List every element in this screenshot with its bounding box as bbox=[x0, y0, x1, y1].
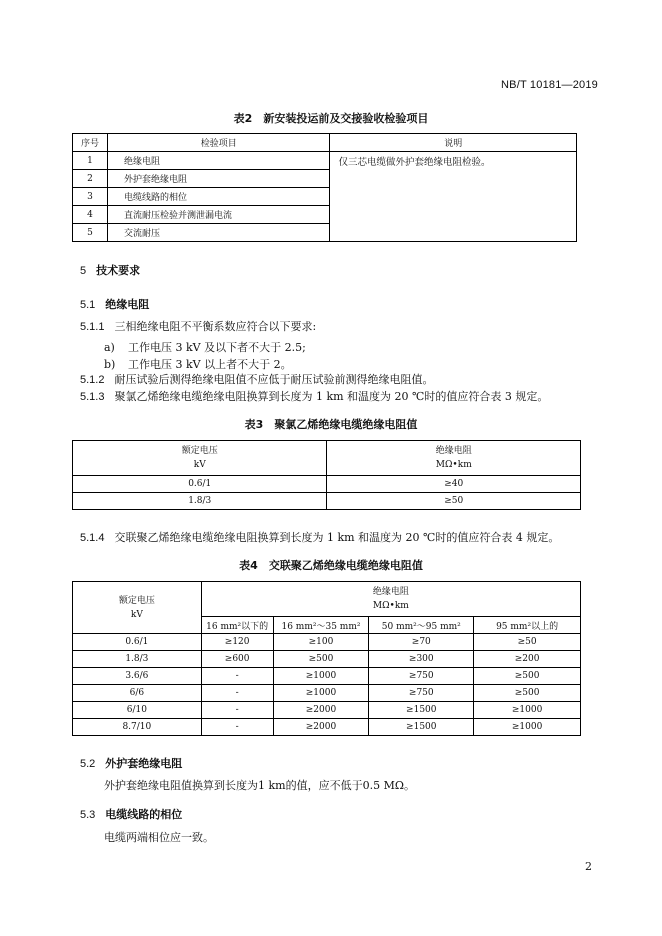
clause-5-1-4 bbox=[80, 529, 559, 547]
clause-text: 聚氯乙烯绝缘电缆绝缘电阻换算到长度为 1 km 和温度为 20 ℃时的值应符合表 3 规定。 bbox=[114, 390, 549, 403]
value-cell: ≥1000 bbox=[474, 702, 581, 719]
value-cell: ≥50 bbox=[474, 634, 581, 651]
table-row bbox=[73, 685, 581, 702]
section-5-heading bbox=[80, 262, 140, 278]
value-cell: ≥2000 bbox=[273, 702, 369, 719]
list-item bbox=[104, 356, 292, 372]
table4-header-resistance bbox=[201, 582, 580, 617]
value-cell: ≥750 bbox=[369, 685, 474, 702]
clause-number: 5.1.3 bbox=[80, 391, 105, 403]
table3 bbox=[72, 440, 581, 510]
clause-text: 耐压试验后测得绝缘电阻值不应低于耐压试验前测得绝缘电阻值。 bbox=[114, 373, 434, 386]
value-cell: ≥1000 bbox=[273, 685, 369, 702]
section-title: 绝缘电阻 bbox=[105, 298, 150, 311]
value-cell: ≥500 bbox=[474, 685, 581, 702]
clause-number: 5.1.4 bbox=[80, 532, 105, 544]
value-cell: ≥300 bbox=[369, 651, 474, 668]
value-cell: ≥1000 bbox=[273, 668, 369, 685]
header-unit: kV bbox=[193, 460, 206, 470]
table-row bbox=[73, 493, 581, 510]
voltage-cell: 3.6/6 bbox=[73, 668, 202, 685]
value-cell: - bbox=[201, 668, 273, 685]
list-item-label: b) bbox=[104, 358, 116, 371]
header-unit: MΩ•km bbox=[372, 601, 409, 611]
list-item bbox=[104, 339, 306, 355]
table3-caption: 表3 聚氯乙烯绝缘电缆绝缘电阻值 bbox=[244, 418, 418, 431]
row-item: 直流耐压检验并测泄漏电流 bbox=[107, 206, 330, 224]
row-item: 交流耐压 bbox=[107, 224, 330, 242]
voltage-cell: 0.6/1 bbox=[73, 476, 327, 493]
section-5-1-heading bbox=[80, 296, 149, 312]
section-title: 外护套绝缘电阻 bbox=[105, 757, 183, 770]
voltage-cell: 6/6 bbox=[73, 685, 202, 702]
value-cell: - bbox=[201, 719, 273, 736]
section-5-2-heading bbox=[80, 755, 182, 771]
row-item: 电缆线路的相位 bbox=[107, 188, 330, 206]
value-cell: ≥200 bbox=[474, 651, 581, 668]
value-cell: ≥100 bbox=[273, 634, 369, 651]
table4-header-voltage bbox=[73, 582, 202, 634]
row-number: 1 bbox=[73, 152, 108, 170]
subheader-cell: 16 mm²以下的 bbox=[201, 617, 273, 634]
voltage-cell: 1.8/3 bbox=[73, 651, 202, 668]
list-item-text: 工作电压 3 kV 及以下者不大于 2.5; bbox=[128, 341, 306, 354]
clause-5-1-3 bbox=[80, 388, 548, 406]
table2-header-item: 检验项目 bbox=[107, 134, 330, 152]
list-item-label: a) bbox=[104, 341, 115, 354]
section-title: 电缆线路的相位 bbox=[105, 808, 183, 821]
resistance-cell: ≥40 bbox=[327, 476, 581, 493]
clause-number: 5.1.1 bbox=[80, 321, 105, 333]
list-item-text: 工作电压 3 kV 以上者不大于 2。 bbox=[128, 358, 292, 371]
value-cell: ≥500 bbox=[273, 651, 369, 668]
clause-text: 三相绝缘电阻不平衡系数应符合以下要求: bbox=[114, 320, 317, 333]
table-row bbox=[73, 651, 581, 668]
section-number: 5.1 bbox=[80, 299, 96, 311]
table-row bbox=[73, 702, 581, 719]
header-unit: MΩ•km bbox=[435, 460, 472, 470]
header-line: 额定电压 bbox=[181, 446, 218, 456]
value-cell: - bbox=[201, 702, 273, 719]
row-number: 5 bbox=[73, 224, 108, 242]
table-row bbox=[73, 476, 581, 493]
section-5-3-heading bbox=[80, 806, 182, 822]
table2-caption: 表2 新安装投运前及交接验收检验项目 bbox=[233, 112, 429, 125]
header-line: 额定电压 bbox=[118, 595, 155, 606]
value-cell: ≥1000 bbox=[474, 719, 581, 736]
voltage-cell: 8.7/10 bbox=[73, 719, 202, 736]
section-5-3-text: 电缆两端相位应一致。 bbox=[104, 831, 214, 844]
value-cell: ≥500 bbox=[474, 668, 581, 685]
table-row bbox=[73, 668, 581, 685]
value-cell: ≥70 bbox=[369, 634, 474, 651]
clause-5-1-2 bbox=[80, 371, 433, 389]
voltage-cell: 6/10 bbox=[73, 702, 202, 719]
row-number: 4 bbox=[73, 206, 108, 224]
value-cell: ≥1500 bbox=[369, 719, 474, 736]
voltage-cell: 0.6/1 bbox=[73, 634, 202, 651]
subheader-cell: 16 mm²～35 mm² bbox=[273, 617, 369, 634]
value-cell: - bbox=[201, 685, 273, 702]
standard-code: NB/T 10181—2019 bbox=[501, 79, 598, 91]
value-cell: ≥750 bbox=[369, 668, 474, 685]
header-line: 绝缘电阻 bbox=[372, 587, 409, 597]
table-row bbox=[73, 719, 581, 736]
section-number: 5 bbox=[80, 265, 87, 277]
table2-note: 仅三芯电缆做外护套绝缘电阻检验。 bbox=[330, 152, 577, 242]
clause-text: 交联聚乙烯绝缘电缆绝缘电阻换算到长度为 1 km 和温度为 20 ℃时的值应符合表 4 规定。 bbox=[114, 531, 560, 544]
table3-header-resistance bbox=[327, 441, 581, 476]
section-title: 技术要求 bbox=[96, 264, 141, 277]
table3-header-voltage bbox=[73, 441, 327, 476]
table2-header-row bbox=[73, 134, 577, 152]
section-number: 5.3 bbox=[80, 809, 96, 821]
table4-header-row bbox=[73, 582, 581, 617]
clause-number: 5.1.2 bbox=[80, 374, 105, 386]
header-unit: kV bbox=[130, 609, 143, 620]
section-number: 5.2 bbox=[80, 758, 96, 770]
subheader-cell: 95 mm²以上的 bbox=[474, 617, 581, 634]
table-row bbox=[73, 634, 581, 651]
header-line: 绝缘电阻 bbox=[435, 446, 472, 456]
clause-5-1-1 bbox=[80, 318, 316, 336]
table3-header-row bbox=[73, 441, 581, 476]
value-cell: ≥2000 bbox=[273, 719, 369, 736]
value-cell: ≥600 bbox=[201, 651, 273, 668]
subheader-cell: 50 mm²～95 mm² bbox=[369, 617, 474, 634]
page-number: 2 bbox=[585, 860, 592, 873]
table4 bbox=[72, 581, 581, 736]
row-number: 3 bbox=[73, 188, 108, 206]
table4-caption: 表4 交联聚乙烯绝缘电缆绝缘电阻值 bbox=[239, 559, 423, 572]
table-row bbox=[73, 152, 577, 170]
row-item: 外护套绝缘电阻 bbox=[107, 170, 330, 188]
table2 bbox=[72, 133, 577, 242]
table2-header-no: 序号 bbox=[73, 134, 108, 152]
value-cell: ≥120 bbox=[201, 634, 273, 651]
row-item: 绝缘电阻 bbox=[107, 152, 330, 170]
table2-header-note: 说明 bbox=[330, 134, 577, 152]
value-cell: ≥1500 bbox=[369, 702, 474, 719]
voltage-cell: 1.8/3 bbox=[73, 493, 327, 510]
row-number: 2 bbox=[73, 170, 108, 188]
resistance-cell: ≥50 bbox=[327, 493, 581, 510]
section-5-2-text: 外护套绝缘电阻值换算到长度为1 km的值，应不低于0.5 MΩ。 bbox=[104, 779, 415, 792]
